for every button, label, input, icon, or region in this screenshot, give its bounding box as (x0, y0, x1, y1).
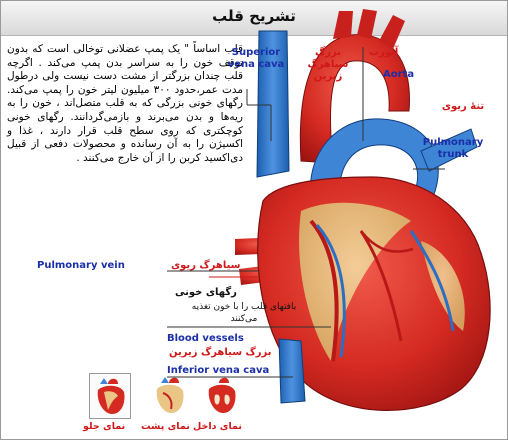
label-inferior-vena-cava-fa: بزرگ سیاهرگ زیرین (169, 347, 272, 358)
aorta-branch-2 (357, 9, 377, 39)
label-pulmonary-vein-en: Pulmonary vein (37, 260, 125, 271)
superior-vena-cava-en-text: Superior vena cava (227, 47, 285, 70)
front-view-thumbnail[interactable] (89, 373, 131, 419)
inferior-vena-cava (279, 339, 305, 403)
inside-view-label[interactable]: نمای داخل (193, 421, 242, 432)
heart-front-icon (90, 374, 130, 418)
heart-back-icon (149, 373, 189, 417)
label-aorta-en: Aorta (383, 69, 415, 80)
label-blood-vessels-sub: بافتهای قلب را با خون تغذیه می‌کنند (191, 302, 297, 324)
label-pulmonary-vein-fa: سیاهرگ ریوی (171, 260, 241, 271)
back-view-thumbnail[interactable] (149, 373, 189, 417)
label-pulmonary-trunk-en: Pulmonary trunk (422, 137, 484, 160)
label-superior-vena-cava-en (223, 47, 289, 71)
back-view-label[interactable]: نمای پشت (141, 421, 190, 432)
label-blood-vessels-en: Blood vessels (167, 333, 244, 344)
inside-view-thumbnail[interactable] (201, 373, 241, 417)
label-inferior-vena-cava-en: Inferior vena cava (167, 365, 270, 376)
label-aorta-fa: آئورت (369, 47, 399, 58)
aorta-branch-1 (333, 11, 353, 39)
front-view-label[interactable]: نمای جلو (83, 421, 126, 432)
page-title: تشریح قلب (212, 7, 296, 25)
label-superior-vena-cava-fa: بزرگ سیاهرگ زبرین (307, 47, 349, 82)
label-pulmonary-trunk-fa: تنهٔ ریوی (441, 101, 485, 112)
view-selector (83, 373, 249, 437)
heart-inside-icon (201, 373, 241, 417)
label-blood-vessels-fa: رگهای خونی (175, 287, 237, 298)
description-text: قلب اساساً " یک پمپ عضلانی توخالی است که بدون توقف خون را به سراسر بدن پمپ می‌کند . اگرچه قلب چندان بزرگتر از مشت دست نیست ولی درطول مدت عمر،حدود ۳۰۰ میلیون لیتر خون را پمپ می‌کند. رگهای خونی بزرگی که به قلب متصل‌اند ، خون را به ریه‌ها و بدن می‌برند و بازمی‌گردانند. رگهای خونی کوچکتری که روی سطح قلب قرار دارند ، غذا و اکسیژن را به آن رسانده و محصولات دفعی از قبیل دی‌اکسید کربن را از آن خارج می‌کنند . (7, 43, 243, 164)
